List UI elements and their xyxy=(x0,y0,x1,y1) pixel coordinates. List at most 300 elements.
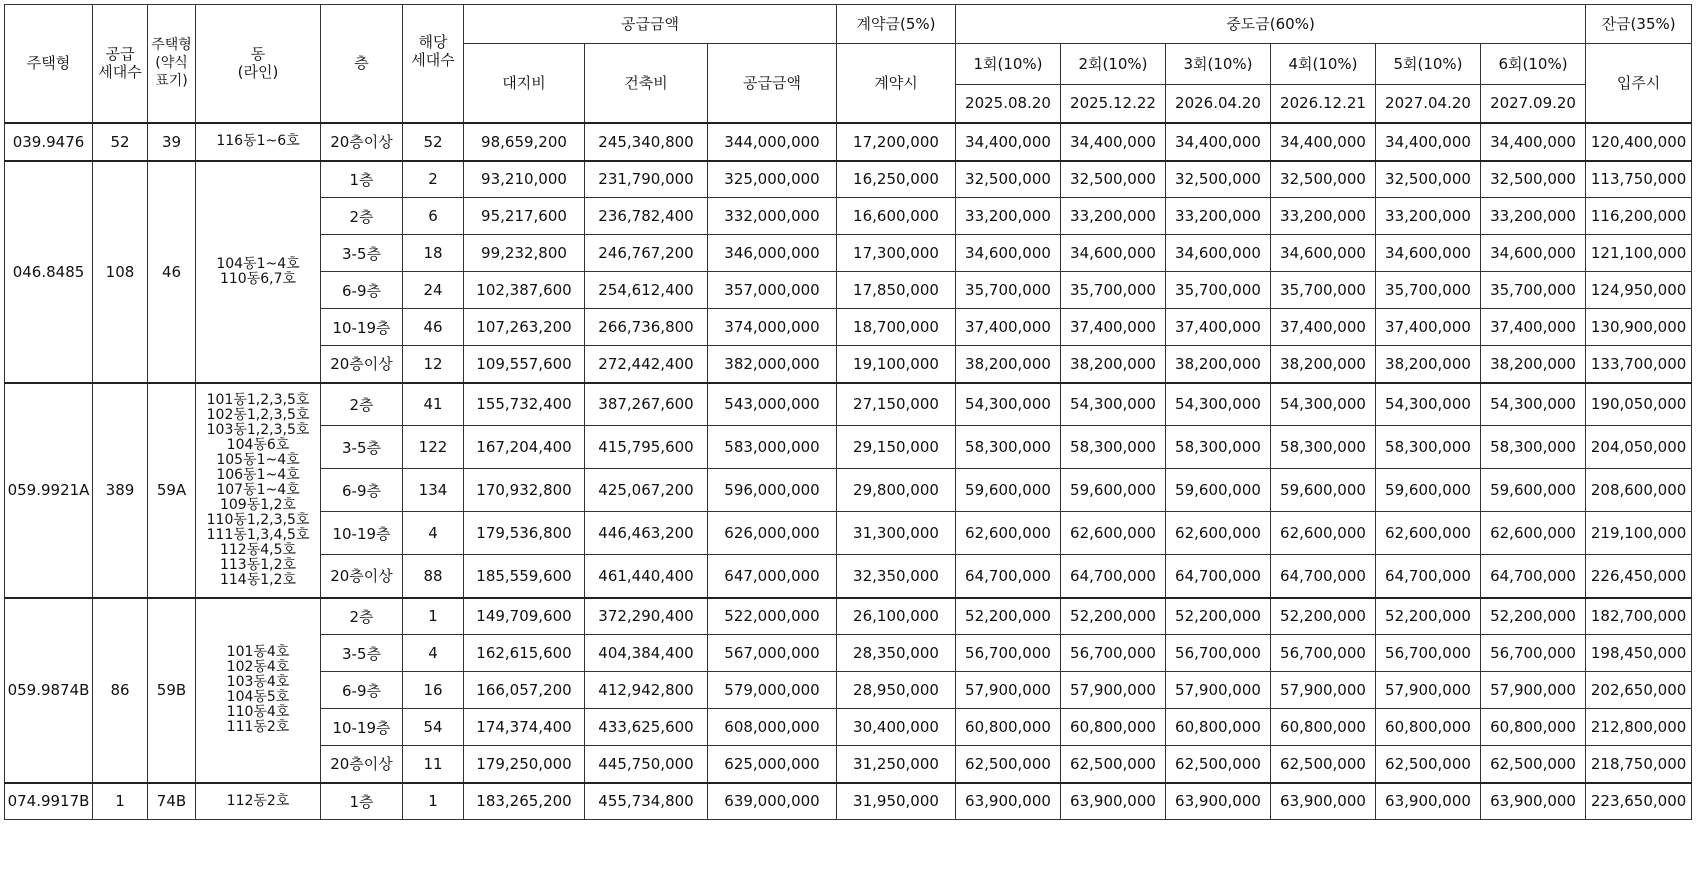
cell-building: 272,442,400 xyxy=(585,346,708,383)
cell-middle-2: 52,200,000 xyxy=(1061,598,1166,635)
cell-land: 170,932,800 xyxy=(464,469,585,512)
cell-count: 6 xyxy=(403,198,464,235)
cell-land: 155,732,400 xyxy=(464,383,585,426)
header-installment-date-2: 2025.12.22 xyxy=(1061,85,1166,123)
cell-building: 455,734,800 xyxy=(585,783,708,820)
header-type: 주택형 xyxy=(5,5,93,123)
cell-count: 134 xyxy=(403,469,464,512)
cell-supply-amount: 567,000,000 xyxy=(708,635,837,672)
cell-floor: 3-5층 xyxy=(321,235,403,272)
cell-floor: 20층이상 xyxy=(321,123,403,161)
cell-middle-3: 52,200,000 xyxy=(1166,598,1271,635)
header-middle-group: 중도금(60%) xyxy=(956,5,1586,44)
cell-balance: 223,650,000 xyxy=(1586,783,1692,820)
cell-middle-1: 58,300,000 xyxy=(956,426,1061,469)
cell-middle-5: 32,500,000 xyxy=(1376,161,1481,198)
cell-building: 246,767,200 xyxy=(585,235,708,272)
cell-balance: 113,750,000 xyxy=(1586,161,1692,198)
cell-balance: 124,950,000 xyxy=(1586,272,1692,309)
cell-land: 167,204,400 xyxy=(464,426,585,469)
cell-supply-amount: 579,000,000 xyxy=(708,672,837,709)
cell-middle-2: 34,600,000 xyxy=(1061,235,1166,272)
table-row xyxy=(5,383,1692,426)
cell-count: 4 xyxy=(403,512,464,555)
cell-supply-units: 1 xyxy=(93,783,148,820)
cell-floor: 10-19층 xyxy=(321,709,403,746)
dong-line: 113동1,2호 xyxy=(219,556,297,573)
cell-middle-2: 57,900,000 xyxy=(1061,672,1166,709)
cell-middle-3: 34,400,000 xyxy=(1166,123,1271,161)
cell-supply-amount: 374,000,000 xyxy=(708,309,837,346)
cell-count: 12 xyxy=(403,346,464,383)
cell-supply-amount: 583,000,000 xyxy=(708,426,837,469)
cell-count: 11 xyxy=(403,746,464,783)
cell-middle-6: 60,800,000 xyxy=(1481,709,1586,746)
cell-middle-1: 59,600,000 xyxy=(956,469,1061,512)
cell-dong xyxy=(196,383,321,598)
cell-count: 1 xyxy=(403,598,464,635)
cell-middle-4: 54,300,000 xyxy=(1271,383,1376,426)
cell-contract: 19,100,000 xyxy=(837,346,956,383)
header-dong-l2: (라인) xyxy=(237,63,279,82)
cell-contract: 27,150,000 xyxy=(837,383,956,426)
cell-floor: 10-19층 xyxy=(321,309,403,346)
cell-middle-5: 33,200,000 xyxy=(1376,198,1481,235)
cell-contract: 31,950,000 xyxy=(837,783,956,820)
cell-contract: 16,250,000 xyxy=(837,161,956,198)
cell-middle-1: 33,200,000 xyxy=(956,198,1061,235)
header-building: 건축비 xyxy=(585,44,708,123)
cell-middle-3: 64,700,000 xyxy=(1166,555,1271,598)
cell-supply-units: 108 xyxy=(93,161,148,383)
cell-land: 185,559,600 xyxy=(464,555,585,598)
header-installment-5: 5회(10%) xyxy=(1376,44,1481,85)
cell-land: 183,265,200 xyxy=(464,783,585,820)
cell-floor: 1층 xyxy=(321,161,403,198)
cell-middle-4: 57,900,000 xyxy=(1271,672,1376,709)
header-contract-when: 계약시 xyxy=(837,44,956,123)
cell-middle-1: 34,400,000 xyxy=(956,123,1061,161)
cell-floor: 6-9층 xyxy=(321,469,403,512)
cell-contract: 17,200,000 xyxy=(837,123,956,161)
cell-middle-5: 37,400,000 xyxy=(1376,309,1481,346)
cell-middle-5: 62,600,000 xyxy=(1376,512,1481,555)
cell-balance: 198,450,000 xyxy=(1586,635,1692,672)
header-installment-6: 6회(10%) xyxy=(1481,44,1586,85)
cell-balance: 130,900,000 xyxy=(1586,309,1692,346)
cell-balance: 202,650,000 xyxy=(1586,672,1692,709)
cell-floor: 2층 xyxy=(321,198,403,235)
cell-count: 41 xyxy=(403,383,464,426)
cell-contract: 17,850,000 xyxy=(837,272,956,309)
cell-count: 4 xyxy=(403,635,464,672)
dong-line: 109동1,2호 xyxy=(219,496,297,513)
cell-supply-amount: 357,000,000 xyxy=(708,272,837,309)
cell-middle-4: 38,200,000 xyxy=(1271,346,1376,383)
cell-supply-units: 52 xyxy=(93,123,148,161)
cell-floor: 3-5층 xyxy=(321,426,403,469)
cell-land: 149,709,600 xyxy=(464,598,585,635)
cell-type-abbr: 46 xyxy=(148,161,196,383)
dong-line: 103동4호 xyxy=(226,674,290,690)
cell-middle-2: 60,800,000 xyxy=(1061,709,1166,746)
cell-middle-5: 35,700,000 xyxy=(1376,272,1481,309)
cell-middle-5: 60,800,000 xyxy=(1376,709,1481,746)
cell-middle-4: 34,400,000 xyxy=(1271,123,1376,161)
dong-line: 104동1~4호 xyxy=(216,255,300,272)
header-contract-group: 계약금(5%) xyxy=(837,5,956,44)
cell-middle-6: 54,300,000 xyxy=(1481,383,1586,426)
cell-middle-1: 38,200,000 xyxy=(956,346,1061,383)
table-row xyxy=(5,123,1692,161)
dong-line: 101동1,2,3,5호 xyxy=(206,391,310,408)
cell-count: 18 xyxy=(403,235,464,272)
cell-land: 95,217,600 xyxy=(464,198,585,235)
cell-middle-2: 35,700,000 xyxy=(1061,272,1166,309)
cell-type-abbr: 39 xyxy=(148,123,196,161)
header-installment-date-3: 2026.04.20 xyxy=(1166,85,1271,123)
cell-middle-4: 37,400,000 xyxy=(1271,309,1376,346)
cell-supply-amount: 522,000,000 xyxy=(708,598,837,635)
cell-middle-2: 63,900,000 xyxy=(1061,783,1166,820)
cell-middle-4: 33,200,000 xyxy=(1271,198,1376,235)
dong-line: 114동1,2호 xyxy=(219,571,297,588)
cell-middle-4: 58,300,000 xyxy=(1271,426,1376,469)
cell-dong xyxy=(196,783,321,820)
cell-middle-3: 37,400,000 xyxy=(1166,309,1271,346)
cell-middle-1: 34,600,000 xyxy=(956,235,1061,272)
header-dong-l1: 동 xyxy=(250,45,266,64)
cell-count: 24 xyxy=(403,272,464,309)
cell-floor: 2층 xyxy=(321,383,403,426)
cell-middle-6: 34,400,000 xyxy=(1481,123,1586,161)
header-floor: 층 xyxy=(321,5,403,123)
cell-type: 059.9921A xyxy=(5,383,93,598)
dong-line: 103동1,2,3,5호 xyxy=(206,421,310,438)
cell-building: 461,440,400 xyxy=(585,555,708,598)
cell-contract: 29,150,000 xyxy=(837,426,956,469)
cell-middle-3: 60,800,000 xyxy=(1166,709,1271,746)
dong-line: 105동1~4호 xyxy=(216,451,300,468)
cell-middle-6: 63,900,000 xyxy=(1481,783,1586,820)
cell-middle-2: 64,700,000 xyxy=(1061,555,1166,598)
header-supply-amount: 공급금액 xyxy=(708,44,837,123)
dong-line: 111동2호 xyxy=(226,719,290,735)
cell-middle-2: 32,500,000 xyxy=(1061,161,1166,198)
cell-floor: 6-9층 xyxy=(321,272,403,309)
cell-count: 122 xyxy=(403,426,464,469)
cell-middle-6: 64,700,000 xyxy=(1481,555,1586,598)
cell-middle-3: 63,900,000 xyxy=(1166,783,1271,820)
cell-middle-6: 62,500,000 xyxy=(1481,746,1586,783)
cell-middle-6: 57,900,000 xyxy=(1481,672,1586,709)
cell-middle-6: 33,200,000 xyxy=(1481,198,1586,235)
cell-type-abbr: 59B xyxy=(148,598,196,783)
table-row xyxy=(5,783,1692,820)
cell-supply-amount: 626,000,000 xyxy=(708,512,837,555)
cell-middle-2: 59,600,000 xyxy=(1061,469,1166,512)
cell-building: 446,463,200 xyxy=(585,512,708,555)
cell-middle-5: 63,900,000 xyxy=(1376,783,1481,820)
cell-middle-6: 58,300,000 xyxy=(1481,426,1586,469)
header-type-abbr-l2: (약식 xyxy=(155,55,188,72)
cell-floor: 2층 xyxy=(321,598,403,635)
cell-balance: 116,200,000 xyxy=(1586,198,1692,235)
cell-middle-5: 52,200,000 xyxy=(1376,598,1481,635)
header-land: 대지비 xyxy=(464,44,585,123)
cell-middle-5: 57,900,000 xyxy=(1376,672,1481,709)
cell-supply-amount: 639,000,000 xyxy=(708,783,837,820)
cell-middle-2: 37,400,000 xyxy=(1061,309,1166,346)
cell-middle-2: 38,200,000 xyxy=(1061,346,1166,383)
cell-building: 231,790,000 xyxy=(585,161,708,198)
cell-middle-4: 62,500,000 xyxy=(1271,746,1376,783)
cell-building: 236,782,400 xyxy=(585,198,708,235)
cell-balance: 212,800,000 xyxy=(1586,709,1692,746)
cell-middle-4: 56,700,000 xyxy=(1271,635,1376,672)
cell-middle-4: 35,700,000 xyxy=(1271,272,1376,309)
cell-contract: 31,300,000 xyxy=(837,512,956,555)
cell-middle-3: 34,600,000 xyxy=(1166,235,1271,272)
cell-middle-2: 33,200,000 xyxy=(1061,198,1166,235)
dong-line: 112동4,5호 xyxy=(219,541,297,558)
cell-building: 433,625,600 xyxy=(585,709,708,746)
dong-line: 112동2호 xyxy=(226,792,290,809)
cell-middle-5: 58,300,000 xyxy=(1376,426,1481,469)
cell-dong xyxy=(196,123,321,161)
dong-line: 110동4호 xyxy=(226,704,290,720)
cell-middle-5: 34,400,000 xyxy=(1376,123,1481,161)
header-type-abbr xyxy=(148,5,196,123)
dong-line: 111동1,3,4,5호 xyxy=(206,526,310,543)
cell-building: 445,750,000 xyxy=(585,746,708,783)
cell-middle-1: 63,900,000 xyxy=(956,783,1061,820)
header-count-l2: 세대수 xyxy=(411,51,455,69)
cell-balance: 133,700,000 xyxy=(1586,346,1692,383)
cell-count: 1 xyxy=(403,783,464,820)
cell-contract: 30,400,000 xyxy=(837,709,956,746)
cell-floor: 20층이상 xyxy=(321,746,403,783)
cell-count: 88 xyxy=(403,555,464,598)
cell-middle-6: 38,200,000 xyxy=(1481,346,1586,383)
cell-floor: 10-19층 xyxy=(321,512,403,555)
cell-balance: 219,100,000 xyxy=(1586,512,1692,555)
cell-supply-amount: 543,000,000 xyxy=(708,383,837,426)
cell-land: 174,374,400 xyxy=(464,709,585,746)
cell-contract: 17,300,000 xyxy=(837,235,956,272)
cell-land: 93,210,000 xyxy=(464,161,585,198)
dong-line: 110동1,2,3,5호 xyxy=(206,511,310,528)
cell-supply-amount: 382,000,000 xyxy=(708,346,837,383)
cell-middle-1: 62,500,000 xyxy=(956,746,1061,783)
cell-contract: 28,350,000 xyxy=(837,635,956,672)
cell-middle-6: 35,700,000 xyxy=(1481,272,1586,309)
cell-supply-amount: 325,000,000 xyxy=(708,161,837,198)
dong-line: 104동5호 xyxy=(226,689,290,705)
cell-supply-units: 389 xyxy=(93,383,148,598)
cell-middle-6: 59,600,000 xyxy=(1481,469,1586,512)
cell-balance: 204,050,000 xyxy=(1586,426,1692,469)
cell-middle-2: 56,700,000 xyxy=(1061,635,1166,672)
cell-middle-1: 52,200,000 xyxy=(956,598,1061,635)
cell-middle-6: 37,400,000 xyxy=(1481,309,1586,346)
table-row xyxy=(5,161,1692,198)
cell-middle-3: 33,200,000 xyxy=(1166,198,1271,235)
cell-middle-6: 34,600,000 xyxy=(1481,235,1586,272)
cell-type: 039.9476 xyxy=(5,123,93,161)
cell-count: 54 xyxy=(403,709,464,746)
cell-middle-5: 38,200,000 xyxy=(1376,346,1481,383)
header-dong xyxy=(196,5,321,123)
header-type-abbr-l1: 주택형 xyxy=(151,37,192,54)
cell-count: 52 xyxy=(403,123,464,161)
cell-middle-2: 62,500,000 xyxy=(1061,746,1166,783)
cell-supply-amount: 344,000,000 xyxy=(708,123,837,161)
header-count xyxy=(403,5,464,123)
header-supply-units-l1: 공급 xyxy=(105,45,135,64)
cell-middle-2: 62,600,000 xyxy=(1061,512,1166,555)
header-installment-date-6: 2027.09.20 xyxy=(1481,85,1586,123)
table-body xyxy=(5,123,1692,820)
cell-land: 102,387,600 xyxy=(464,272,585,309)
cell-middle-1: 64,700,000 xyxy=(956,555,1061,598)
cell-type-abbr: 74B xyxy=(148,783,196,820)
cell-balance: 218,750,000 xyxy=(1586,746,1692,783)
cell-land: 107,263,200 xyxy=(464,309,585,346)
cell-middle-4: 52,200,000 xyxy=(1271,598,1376,635)
header-installment-3: 3회(10%) xyxy=(1166,44,1271,85)
cell-building: 415,795,600 xyxy=(585,426,708,469)
cell-middle-2: 54,300,000 xyxy=(1061,383,1166,426)
cell-floor: 6-9층 xyxy=(321,672,403,709)
cell-middle-2: 34,400,000 xyxy=(1061,123,1166,161)
cell-supply-amount: 332,000,000 xyxy=(708,198,837,235)
dong-line: 107동1~4호 xyxy=(216,481,300,498)
supply-price-table xyxy=(4,4,1692,820)
cell-middle-3: 59,600,000 xyxy=(1166,469,1271,512)
cell-building: 425,067,200 xyxy=(585,469,708,512)
cell-balance: 190,050,000 xyxy=(1586,383,1692,426)
cell-land: 99,232,800 xyxy=(464,235,585,272)
header-balance-group: 잔금(35%) xyxy=(1586,5,1692,44)
cell-middle-1: 37,400,000 xyxy=(956,309,1061,346)
cell-balance: 208,600,000 xyxy=(1586,469,1692,512)
cell-middle-6: 56,700,000 xyxy=(1481,635,1586,672)
header-installment-2: 2회(10%) xyxy=(1061,44,1166,85)
cell-middle-5: 64,700,000 xyxy=(1376,555,1481,598)
cell-middle-1: 62,600,000 xyxy=(956,512,1061,555)
dong-line: 102동1,2,3,5호 xyxy=(206,406,310,423)
cell-building: 412,942,800 xyxy=(585,672,708,709)
header-installment-date-4: 2026.12.21 xyxy=(1271,85,1376,123)
header-balance-when: 입주시 xyxy=(1586,44,1692,123)
header-supply-amount-group: 공급금액 xyxy=(464,5,837,44)
cell-building: 266,736,800 xyxy=(585,309,708,346)
cell-middle-3: 56,700,000 xyxy=(1166,635,1271,672)
cell-middle-1: 54,300,000 xyxy=(956,383,1061,426)
cell-middle-3: 62,500,000 xyxy=(1166,746,1271,783)
cell-type: 074.9917B xyxy=(5,783,93,820)
cell-floor: 20층이상 xyxy=(321,555,403,598)
cell-middle-4: 59,600,000 xyxy=(1271,469,1376,512)
cell-middle-5: 59,600,000 xyxy=(1376,469,1481,512)
cell-land: 166,057,200 xyxy=(464,672,585,709)
header-supply-units-l2: 세대수 xyxy=(98,63,142,82)
cell-contract: 28,950,000 xyxy=(837,672,956,709)
cell-middle-3: 38,200,000 xyxy=(1166,346,1271,383)
cell-middle-1: 57,900,000 xyxy=(956,672,1061,709)
cell-middle-3: 62,600,000 xyxy=(1166,512,1271,555)
dong-line: 116동1~6호 xyxy=(216,133,300,149)
cell-floor: 3-5층 xyxy=(321,635,403,672)
cell-contract: 32,350,000 xyxy=(837,555,956,598)
cell-contract: 29,800,000 xyxy=(837,469,956,512)
cell-middle-2: 58,300,000 xyxy=(1061,426,1166,469)
header-count-l1: 해당 xyxy=(418,33,448,51)
table-row xyxy=(5,598,1692,635)
cell-middle-6: 32,500,000 xyxy=(1481,161,1586,198)
header-installment-1: 1회(10%) xyxy=(956,44,1061,85)
cell-building: 254,612,400 xyxy=(585,272,708,309)
cell-middle-3: 57,900,000 xyxy=(1166,672,1271,709)
cell-building: 372,290,400 xyxy=(585,598,708,635)
header-supply-units xyxy=(93,5,148,123)
cell-contract: 16,600,000 xyxy=(837,198,956,235)
cell-count: 2 xyxy=(403,161,464,198)
cell-middle-1: 32,500,000 xyxy=(956,161,1061,198)
cell-balance: 120,400,000 xyxy=(1586,123,1692,161)
cell-middle-5: 62,500,000 xyxy=(1376,746,1481,783)
cell-middle-5: 54,300,000 xyxy=(1376,383,1481,426)
cell-contract: 31,250,000 xyxy=(837,746,956,783)
cell-balance: 226,450,000 xyxy=(1586,555,1692,598)
cell-floor: 1층 xyxy=(321,783,403,820)
cell-middle-6: 62,600,000 xyxy=(1481,512,1586,555)
dong-line: 104동6호 xyxy=(226,436,290,453)
cell-dong xyxy=(196,161,321,383)
cell-middle-1: 56,700,000 xyxy=(956,635,1061,672)
cell-supply-amount: 608,000,000 xyxy=(708,709,837,746)
dong-line: 106동1~4호 xyxy=(216,466,300,483)
cell-supply-units: 86 xyxy=(93,598,148,783)
dong-line: 102동4호 xyxy=(226,659,290,675)
cell-type: 046.8485 xyxy=(5,161,93,383)
header-installment-date-1: 2025.08.20 xyxy=(956,85,1061,123)
cell-supply-amount: 625,000,000 xyxy=(708,746,837,783)
header-installment-4: 4회(10%) xyxy=(1271,44,1376,85)
cell-land: 179,250,000 xyxy=(464,746,585,783)
cell-middle-3: 58,300,000 xyxy=(1166,426,1271,469)
cell-middle-3: 35,700,000 xyxy=(1166,272,1271,309)
cell-supply-amount: 346,000,000 xyxy=(708,235,837,272)
cell-supply-amount: 647,000,000 xyxy=(708,555,837,598)
cell-middle-4: 63,900,000 xyxy=(1271,783,1376,820)
cell-count: 46 xyxy=(403,309,464,346)
cell-type-abbr: 59A xyxy=(148,383,196,598)
cell-contract: 18,700,000 xyxy=(837,309,956,346)
cell-middle-4: 34,600,000 xyxy=(1271,235,1376,272)
cell-balance: 121,100,000 xyxy=(1586,235,1692,272)
cell-middle-1: 35,700,000 xyxy=(956,272,1061,309)
cell-middle-4: 62,600,000 xyxy=(1271,512,1376,555)
cell-building: 387,267,600 xyxy=(585,383,708,426)
cell-building: 404,384,400 xyxy=(585,635,708,672)
cell-middle-3: 32,500,000 xyxy=(1166,161,1271,198)
cell-middle-1: 60,800,000 xyxy=(956,709,1061,746)
cell-balance: 182,700,000 xyxy=(1586,598,1692,635)
cell-floor: 20층이상 xyxy=(321,346,403,383)
cell-land: 162,615,600 xyxy=(464,635,585,672)
